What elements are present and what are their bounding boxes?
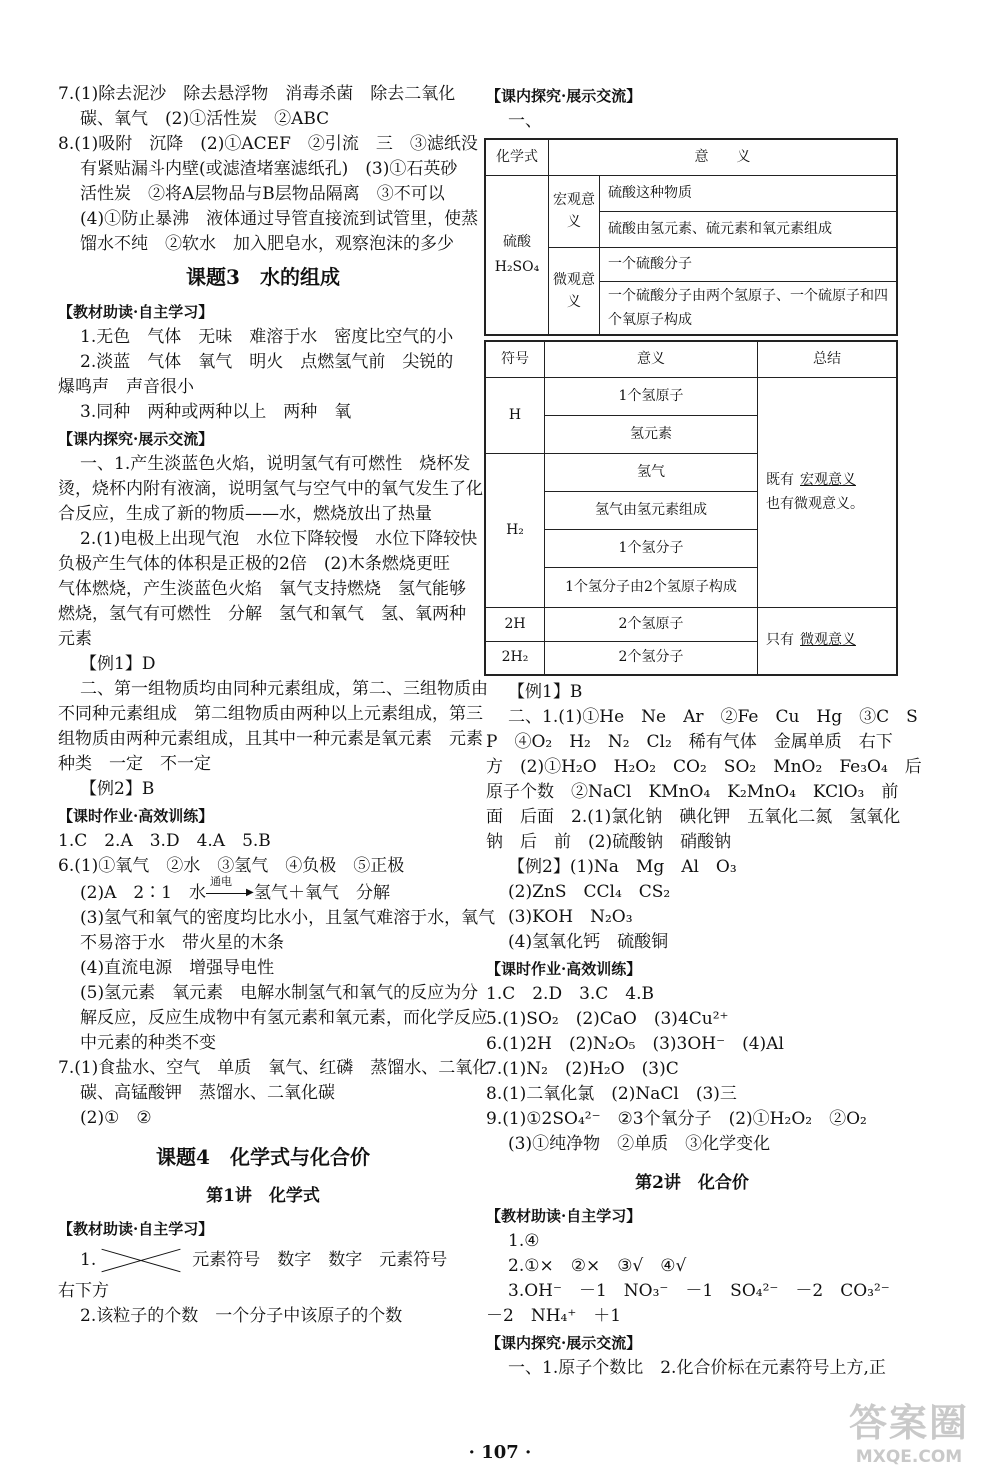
text-line: 元素 [58,629,92,649]
text-line: 8.(1)吸附 沉降 (2)①ACEF ②引流 三 ③滤纸没 [58,134,478,154]
text-line: 合反应，生成了新的物质——水，燃烧放出了热量 [58,504,432,524]
text-line: 一、1.产生淡蓝色火焰，说明氢气有可燃性 烧杯发 [80,454,471,474]
text-line: 碳、氧气 (2)①活性炭 ②ABC [80,109,330,129]
text-line: 烫，烧杯内附有液滴，说明氢气与空气中的氧气发生了化 [58,479,483,499]
summary-prefix: 既有 [766,472,794,488]
text-line: 燃烧，氢气有可燃性 分解 氢气和氧气 氢、氧两种 [58,604,466,624]
table-cell: 1个氢原子 [545,377,758,415]
summary-fill: 微观意义 [800,632,856,649]
text-line: 爆鸣声 声音很小 [58,377,194,397]
text-line: 3.OH⁻ －1 NO₃⁻ －1 SO₄²⁻ －2 CO₃²⁻ [508,1281,890,1301]
acid-name: 硫酸 [503,233,531,250]
text-line: P ④O₂ H₂ N₂ Cl₂ 稀有气体 金属单质 右下 [486,732,893,752]
micro-label: 微观意义 [549,247,600,335]
text-line: 5.(1)SO₂ (2)CaO (3)4Cu²⁺ [486,1009,729,1029]
table-cell: 一个硫酸分子由两个氢原子、一个硫原子和四个氧原子构成 [600,281,898,335]
text-line: 方 (2)①H₂O H₂O₂ CO₂ SO₂ MnO₂ Fe₃O₄ 后 [486,757,922,777]
lesson-title: 第1讲 化学式 [206,1186,320,1206]
summary-suffix: 也有微观意义。 [766,496,864,512]
text-line: 7.(1)除去泥沙 除去悬浮物 消毒杀菌 除去二氧化 [58,84,456,104]
table-cell: 1个氢分子由2个氢原子构成 [545,567,758,607]
table-cell: 氢元素 [545,415,758,453]
table-header: 意 义 [549,139,898,175]
table-header: 总结 [758,341,898,377]
table-header: 意义 [545,341,758,377]
reaction-condition: 通电 [210,874,232,888]
text-line: 一、1.原子个数比 2.化合价标在元素符号上方,正 [508,1358,886,1378]
equation-line [58,874,468,906]
text-line: (2)ZnS CCl₄ CS₂ [508,882,671,902]
section-header: 【课内探究·展示交流】 [486,87,642,105]
text-line [58,1248,468,1273]
text-line: 1.C 2.D 3.C 4.B [486,984,655,1004]
watermark-text: 答案圈 [848,1401,969,1445]
text-line: 右下方 [58,1281,109,1301]
section-title: 课题3 水的组成 [186,265,340,289]
section-header: 【教材助读·自主学习】 [58,303,214,321]
table-cell: 氢气由氢元素组成 [545,491,758,529]
table-cell: 氢气 [545,453,758,491]
left-column [58,82,496,1329]
summary-cell-2 [758,607,898,675]
text-line: 二、第一组物质均由同种元素组成，第二、三组物质由 [80,679,488,699]
equation-prefix: (2)A 2∶1 水 [80,883,206,903]
text-line: 面 后面 2.(1)氯化钠 碘化钾 五氧化二氮 氢氧化 [486,807,901,827]
symbol-cell: H [485,377,545,453]
symbol-cell: 2H₂ [485,641,545,675]
macro-label: 宏观意义 [549,175,600,247]
text-line: 2.该粒子的个数 一个分子中该原子的个数 [80,1306,403,1326]
text-line: 8.(1)二氧化氯 (2)NaCl (3)三 [486,1084,737,1104]
table-cell: 一个硫酸分子 [600,247,898,281]
text-line: 2.(1)电极上出现气泡 水位下降较慢 水位下降较快 [80,529,478,549]
example-answer: 【例2】B [80,779,155,799]
section-header: 【教材助读·自主学习】 [58,1220,214,1238]
section-header: 【教材助读·自主学习】 [486,1207,642,1225]
table-cell: 2个氢原子 [545,607,758,641]
item-number: 1. [80,1250,97,1270]
text-line: 组物质由两种元素组成，且其中一种元素是氧元素 元素 [58,729,483,749]
reaction-arrow: 通电 ▶ [206,886,254,902]
text-line: (4)①防止暴沸 液体通过导管直接流到试管里，使蒸 [80,209,479,229]
text-line: 气体燃烧，产生淡蓝色火焰 氧气支持燃烧 氢气能够 [58,579,466,599]
cross-answer: 元素符号 数字 数字 元素符号 [192,1250,448,1270]
text-line: (3)氢气和氧气的密度均比水小，且氢气难溶于水，氧气 [80,908,496,928]
text-line: 钠 后 前 (2)硫酸钠 硝酸钠 [486,832,732,852]
watermark-url: MXQE.COM [855,1447,963,1467]
text-line: (3)KOH N₂O₃ [508,907,633,927]
cross-diagram [100,1251,180,1271]
text-line: 有紧贴漏斗内壁(或滤渣堵塞滤纸孔) (3)①石英砂 [80,159,458,179]
table-header: 符号 [485,341,545,377]
text-line: (3)①纯净物 ②单质 ③化学变化 [508,1134,771,1154]
equation-suffix: 氢气＋氧气 分解 [254,883,390,903]
text-line: 6.(1)2H (2)N₂O₅ (3)3OH⁻ (4)Al [486,1034,784,1054]
text-line: 中元素的种类不变 [80,1033,216,1053]
text-line: 6.(1)①氧气 ②水 ③氢气 ④负极 ⑤正极 [58,856,405,876]
text-line: 活性炭 ②将A层物品与B层物品隔离 ③不可以 [80,184,445,204]
example-answer: 【例1】B [508,682,583,702]
table-cell: 硫酸由氢元素、硫元素和氧元素组成 [600,211,898,247]
page-number: · 107 · [468,1442,532,1463]
watermark-logo [834,1392,984,1467]
text-line: (5)氢元素 氧元素 电解水制氢气和氧气的反应为分 [80,983,479,1003]
text-line: 二、1.(1)①He Ne Ar ②Fe Cu Hg ③C S [508,707,918,727]
text-line: 2.①× ②× ③√ ④√ [508,1256,687,1276]
example-answer: 【例1】D [80,654,156,674]
text-line: 不同种元素组成 第二组物质由两种以上元素组成，第三 [58,704,483,724]
sulfuric-acid-table [484,138,898,336]
text-line: 一、 [508,111,542,131]
text-line: 2.淡蓝 气体 氧气 明火 点燃氢气前 尖锐的 [80,352,454,372]
text-line: 3.同种 两种或两种以上 两种 氧 [80,402,352,422]
section-header: 【课时作业·高效训练】 [486,960,642,978]
table-cell: 1个氢分子 [545,529,758,567]
right-column [486,82,922,1381]
summary-fill: 宏观意义 [800,472,856,488]
text-line: (4)氢氧化钙 硫酸铜 [508,932,669,952]
text-line: 1.④ [508,1231,540,1251]
acid-formula: H₂SO₄ [494,258,540,275]
text-line: 馏水不纯 ②软水 加入肥皂水，观察泡沫的多少 [80,234,454,254]
text-line: 9.(1)①2SO₄²⁻ ②3个氧分子 (2)①H₂O₂ ②O₂ [486,1109,867,1129]
text-line: 解反应，反应生成物中有氢元素和氧元素，而化学反应 [80,1008,488,1028]
text-line: 1.无色 气体 无味 难溶于水 密度比空气的小 [80,327,454,347]
text-line: (4)直流电源 增强导电性 [80,958,275,978]
text-line: 不易溶于水 带火星的木条 [80,933,284,953]
symbol-cell: 2H [485,607,545,641]
table-cell: 硫酸这种物质 [600,175,898,211]
text-line: 1.C 2.A 3.D 4.A 5.B [58,831,271,851]
symbol-cell: H₂ [485,453,545,607]
text-line: 碳、高锰酸钾 蒸馏水、二氧化碳 [80,1083,335,1103]
text-line: 负极产生气体的体积是正极的2倍 (2)木条燃烧更旺 [58,554,450,574]
hydrogen-symbol-table [484,340,898,676]
text-line: 7.(1)食盐水、空气 单质 氧气、红磷 蒸馏水、二氧化 [58,1058,490,1078]
acid-cell [485,175,549,335]
section-header: 【课内探究·展示交流】 [58,430,214,448]
text-line: －2 NH₄⁺ ＋1 [486,1306,622,1326]
summary-prefix: 只有 [766,632,794,649]
section-header: 【课内探究·展示交流】 [486,1334,642,1352]
text-line: 原子个数 ②NaCl KMnO₄ K₂MnO₄ KClO₃ 前 [486,782,899,802]
section-header: 【课时作业·高效训练】 [58,807,214,825]
text-line: 【例2】(1)Na Mg Al O₃ [508,857,737,877]
section-title: 课题4 化学式与化合价 [156,1145,370,1169]
text-line: (2)① ② [80,1108,152,1128]
text-line: 种类 一定 不一定 [58,754,211,774]
summary-cell-1 [758,377,898,607]
table-header: 化学式 [485,139,549,175]
lesson-title: 第2讲 化合价 [635,1173,749,1193]
table-cell: 2个氢分子 [545,641,758,675]
text-line: 7.(1)N₂ (2)H₂O (3)C [486,1059,679,1079]
